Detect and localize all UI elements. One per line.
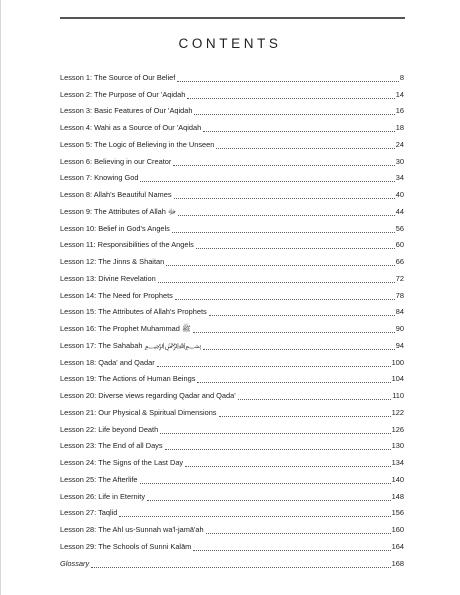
toc-entry-label: Lesson 7: Knowing God [60, 173, 139, 183]
toc-entry-page-number: 110 [392, 391, 404, 400]
toc-entry-page-number: 34 [395, 173, 404, 183]
toc-entry-page-number: 60 [395, 240, 404, 250]
toc-entry [60, 435, 404, 452]
toc-entry-label: Lesson 28: The Ahl us-Sunnah wa'l-jamā'ah [60, 525, 204, 534]
dot-leader [193, 543, 390, 551]
dot-leader [119, 509, 390, 517]
toc-entry-label: Lesson 2: The Purpose of Our 'Aqidah [60, 89, 186, 99]
dot-leader [140, 174, 394, 182]
toc-entry-label: Lesson 9: The Attributes of Allah ﷻ [60, 206, 177, 216]
toc-entry [60, 552, 404, 569]
toc-entry-page-number: 72 [395, 273, 404, 283]
toc-entry [60, 518, 404, 535]
toc-entry [60, 83, 404, 100]
page-title: CONTENTS [178, 36, 282, 51]
toc-entry-page-number: 30 [395, 156, 404, 166]
toc-entry-label: Lesson 21: Our Physical & Spiritual Dimensions [60, 407, 217, 417]
toc-entry-page-number: 8 [399, 72, 404, 82]
toc-entry-label: Lesson 18: Qada' and Qadar [60, 357, 155, 367]
toc-entry-label: Lesson 3: Basic Features of Our 'Aqidah [60, 106, 193, 116]
toc-entry [60, 250, 404, 267]
toc-entry-page-number: 148 [391, 491, 404, 501]
toc-entry-label: Lesson 17: The Sahabah ﷽ [60, 340, 202, 350]
dot-leader [158, 275, 395, 283]
dot-leader [166, 258, 395, 266]
toc-entry [60, 133, 404, 150]
toc-entry-page-number: 18 [395, 123, 404, 132]
toc-entry-label: Lesson 14: The Need for Prophets [60, 290, 173, 300]
toc-entry-page-number: 84 [395, 307, 404, 317]
toc-entry [60, 468, 404, 485]
toc-entry-label: Lesson 27: Taqlid [60, 508, 118, 518]
dot-leader [219, 409, 391, 417]
toc-entry-page-number: 44 [395, 206, 404, 216]
toc-entry-page-number: 156 [391, 508, 404, 518]
dot-leader [185, 459, 391, 467]
toc-entry-page-number: 90 [395, 324, 404, 333]
toc-entry-page-number: 140 [391, 474, 404, 484]
toc-entry-label: Lesson 25: The Afterlife [60, 474, 138, 484]
toc-entry [60, 116, 404, 133]
toc-entry-page-number: 66 [395, 257, 404, 266]
toc-entry-label: Lesson 15: The Attributes of Allah's Prophets [60, 307, 207, 317]
toc-entry [60, 66, 404, 83]
toc-entry-page-number: 94 [395, 340, 404, 350]
dot-leader [216, 141, 394, 149]
dot-leader [203, 124, 395, 132]
dot-leader [209, 308, 395, 316]
dot-leader [160, 426, 390, 434]
toc-entry [60, 351, 404, 368]
toc-entry [60, 200, 404, 217]
dot-leader [174, 191, 395, 199]
toc-entry [60, 485, 404, 502]
toc-entry-page-number: 130 [391, 441, 404, 451]
dot-leader [238, 392, 392, 400]
toc-entry-page-number: 40 [395, 190, 404, 199]
toc-entry-page-number: 168 [391, 558, 404, 568]
toc-entry-label: Glossary [60, 558, 90, 568]
toc-entry [60, 401, 404, 418]
toc-entry-label: Lesson 10: Belief in God's Angels [60, 223, 170, 233]
toc-entry-label: Lesson 12: The Jinns & Shaitan [60, 257, 165, 266]
toc-entry-label: Lesson 5: The Logic of Believing in the Unseen [60, 139, 215, 149]
toc-entry-label: Lesson 19: The Actions of Human Beings [60, 374, 196, 384]
toc-entry-page-number: 126 [391, 424, 404, 434]
dot-leader [147, 493, 391, 501]
toc-entry-label: Lesson 23: The End of all Days [60, 441, 163, 451]
toc-entry [60, 317, 404, 334]
dot-leader [203, 342, 395, 350]
dot-leader [178, 208, 395, 216]
toc-entry-page-number: 14 [395, 89, 404, 99]
toc-entry-page-number: 16 [395, 106, 404, 116]
top-rule [60, 17, 405, 19]
dot-leader [196, 241, 395, 249]
toc-entry-label: Lesson 11: Responsibilities of the Angels [60, 240, 194, 250]
toc-entry [60, 451, 404, 468]
toc-entry-page-number: 104 [391, 374, 404, 384]
toc-entry-page-number: 100 [391, 357, 404, 367]
toc-entry [60, 334, 404, 351]
table-of-contents [60, 66, 404, 569]
dot-leader [157, 359, 391, 367]
toc-entry [60, 301, 404, 318]
toc-entry-label: Lesson 24: The Signs of the Last Day [60, 458, 184, 467]
toc-entry [60, 284, 404, 301]
dot-leader [177, 74, 399, 82]
toc-entry [60, 100, 404, 117]
toc-entry-page-number: 122 [391, 407, 404, 417]
toc-entry-label: Lesson 13: Divine Revelation [60, 273, 156, 283]
dot-leader [140, 476, 391, 484]
dot-leader [187, 91, 394, 99]
toc-entry-page-number: 164 [391, 541, 404, 551]
toc-entry [60, 384, 404, 401]
dot-leader [197, 375, 390, 383]
toc-entry [60, 418, 404, 435]
toc-entry-label: Lesson 4: Wahi as a Source of Our 'Aqidah [60, 123, 202, 132]
toc-entry [60, 183, 404, 200]
toc-entry-label: Lesson 20: Diverse views regarding Qadar and Qada' [60, 391, 236, 400]
dot-leader [172, 225, 395, 233]
dot-leader [165, 442, 391, 450]
toc-entry-label: Lesson 1: The Source of Our Belief [60, 72, 176, 82]
toc-entry-page-number: 24 [395, 139, 404, 149]
dot-leader [175, 292, 395, 300]
toc-entry-label: Lesson 26: Life in Eternity [60, 491, 146, 501]
toc-entry [60, 368, 404, 385]
toc-entry-page-number: 134 [391, 458, 404, 467]
toc-entry-page-number: 160 [391, 525, 404, 534]
toc-entry [60, 502, 404, 519]
toc-entry-label: Lesson 22: Life beyond Death [60, 424, 159, 434]
toc-entry [60, 234, 404, 251]
dot-leader [91, 560, 390, 568]
toc-entry [60, 150, 404, 167]
toc-entry-label: Lesson 6: Believing in our Creator [60, 156, 172, 166]
dot-leader [193, 325, 395, 333]
toc-entry-label: Lesson 8: Allah's Beautiful Names [60, 190, 172, 199]
toc-entry-page-number: 56 [395, 223, 404, 233]
dot-leader [206, 526, 391, 534]
dot-leader [173, 158, 394, 166]
toc-entry-label: Lesson 16: The Prophet Muhammad ﷺ [60, 324, 191, 333]
toc-entry [60, 217, 404, 234]
toc-entry [60, 535, 404, 552]
toc-entry [60, 267, 404, 284]
toc-entry [60, 167, 404, 184]
toc-entry-label: Lesson 29: The Schools of Sunni Kalām [60, 541, 192, 551]
toc-entry-page-number: 78 [395, 290, 404, 300]
page-edge [0, 0, 1, 595]
dot-leader [194, 107, 394, 115]
